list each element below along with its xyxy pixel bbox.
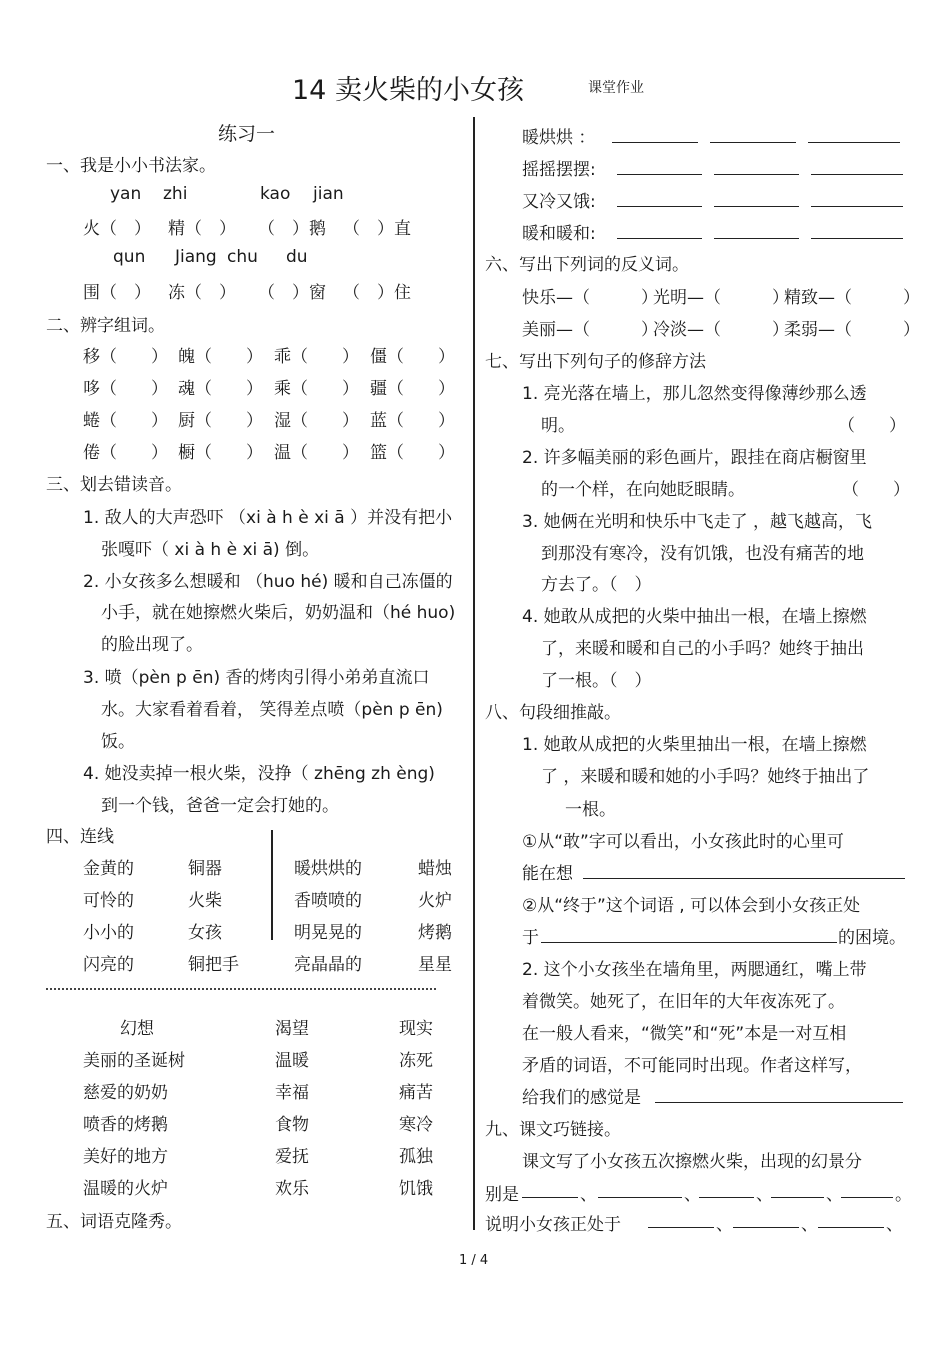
word-item: 蜷（ ）	[83, 411, 168, 431]
match-item: 蜡烛	[418, 859, 452, 879]
answer-line	[612, 142, 698, 143]
section-9-heading: 九、课文巧链接。	[485, 1120, 621, 1140]
answer-line	[617, 238, 702, 239]
text-line: 4. 她敢从成把的火柴中抽出一根，在墙上擦燃	[522, 607, 867, 627]
separator: 、	[580, 1185, 597, 1205]
text-line: 矛盾的词语，不可能同时出现。作者这样写，	[522, 1056, 862, 1076]
match-item: 渴望	[275, 1019, 309, 1039]
text-line: 1. 亮光落在墙上，那儿忽然变得像薄纱那么透	[522, 384, 867, 404]
text-line: 明。	[541, 416, 575, 436]
text-line: 能在想	[522, 864, 573, 884]
clone-label: 暖烘烘 ：	[522, 128, 596, 148]
match-item: 暖烘烘的	[294, 859, 362, 879]
match-item: 闪亮的	[83, 955, 134, 975]
antonym-item: 快乐—（ ）	[522, 288, 658, 308]
answer-line	[583, 878, 905, 879]
text-line: 方去了。（ ）	[541, 575, 652, 595]
separator: 、	[716, 1215, 733, 1235]
text-line: 3. 喷（pèn p ēn) 香的烤肉引得小弟弟直流口	[83, 668, 430, 688]
word-item: 魂（ ）	[178, 379, 263, 399]
antonym-item: 冷淡—（ ）	[653, 320, 789, 340]
text-line: 到那没有寒冷，没有饥饿，也没有痛苦的地	[541, 544, 864, 564]
write-item: （ ）住	[343, 283, 411, 303]
answer-line	[714, 174, 799, 175]
match-item: 食物	[275, 1115, 309, 1135]
write-item: （ ）窗	[258, 283, 326, 303]
text-line: 着微笑。她死了，在旧年的大年夜冻死了。	[522, 992, 845, 1012]
text-line: 2. 小女孩多么想暖和 （huo hé) 暖和自己冻僵的	[83, 572, 453, 592]
antonym-item: 美丽—（ ）	[522, 320, 658, 340]
exercise-title: 练习一	[218, 123, 276, 145]
section-4-heading: 四、连线	[46, 827, 114, 847]
match-item: 喷香的烤鹅	[83, 1115, 168, 1135]
page-subtitle: 课堂作业	[588, 80, 644, 96]
text-line: 说明小女孩正处于	[485, 1215, 621, 1235]
answer-line	[617, 174, 702, 175]
text-line: 了，来暖和暖和自己的小手吗？她终于抽出	[541, 639, 864, 659]
match-item: 火柴	[188, 891, 222, 911]
match-item: 慈爱的奶奶	[83, 1083, 168, 1103]
answer-line	[818, 1227, 884, 1228]
write-item: 围（ ）	[83, 283, 151, 303]
match-item: 火炉	[418, 891, 452, 911]
match-item: 美丽的圣诞树	[83, 1051, 185, 1071]
text-line: 4. 她没卖掉一根火柴，没挣（ zhēng zh èng)	[83, 764, 435, 784]
pinyin: qun	[113, 247, 146, 267]
answer-line	[699, 1197, 754, 1198]
section-5-heading: 五、词语克隆秀。	[46, 1212, 182, 1232]
word-item: 篮（ ）	[370, 443, 455, 463]
answer-line	[811, 174, 903, 175]
match-item: 铜器	[188, 859, 222, 879]
answer-line	[648, 1227, 714, 1228]
write-item: 冻（ ）	[168, 283, 236, 303]
match-item: 痛苦	[399, 1083, 433, 1103]
text-line: 到一个钱，爸爸一定会打她的。	[101, 796, 339, 816]
text-line: 别是	[485, 1185, 519, 1205]
text-line: 小手，就在她擦燃火柴后，奶奶温和（hé huo)	[101, 603, 456, 623]
column-divider	[473, 117, 475, 1230]
word-item: 乘（ ）	[274, 379, 359, 399]
match-item: 幸福	[275, 1083, 309, 1103]
answer-paren: （ ）	[838, 416, 906, 436]
antonym-item: 精致—（ ）	[784, 288, 920, 308]
answer-line	[655, 1102, 903, 1103]
separator: 、	[756, 1185, 773, 1205]
text-line: 了 ，来暖和暖和她的小手吗？她终于抽出了	[541, 767, 870, 787]
section-1-heading: 一、我是小小书法家。	[46, 156, 216, 176]
page-title: 14 卖火柴的小女孩	[292, 75, 524, 106]
text-line: 了一根。（ ）	[541, 671, 652, 691]
answer-line	[733, 1227, 799, 1228]
pinyin: zhi	[163, 184, 188, 204]
match-item: 爱抚	[275, 1147, 309, 1167]
answer-line	[771, 1197, 824, 1198]
section-3-heading: 三、划去错读音。	[46, 475, 182, 495]
text-line: 在一般人看来，“微笑”和“死”本是一对互相	[522, 1024, 847, 1044]
match-item: 温暖	[275, 1051, 309, 1071]
match-item: 现实	[399, 1019, 433, 1039]
answer-line	[811, 206, 903, 207]
answer-line	[541, 942, 837, 943]
section-2-heading: 二、辨字组词。	[46, 316, 165, 336]
page-number: 1 / 4	[459, 1253, 489, 1268]
text-line: 3. 她俩在光明和快乐中飞走了 ，越飞越高，飞	[522, 512, 873, 532]
text-line: 1. 敌人的大声恐吓 （xi à h è xi ā ）并没有把小	[83, 508, 453, 528]
match-item: 冻死	[399, 1051, 433, 1071]
word-item: 倦（ ）	[83, 443, 168, 463]
answer-line	[811, 238, 903, 239]
text-line: ①从“敢”字可以看出，小女孩此时的心里可	[522, 832, 844, 852]
match-item: 烤鹅	[418, 923, 452, 943]
match-item: 铜把手	[188, 955, 239, 975]
match-divider	[271, 830, 273, 940]
write-item: （ ）鹅	[258, 219, 326, 239]
write-item: （ ）直	[343, 219, 411, 239]
match-item: 饥饿	[399, 1179, 433, 1199]
word-item: 厨（ ）	[178, 411, 263, 431]
text-line: 2. 许多幅美丽的彩色画片，跟挂在商店橱窗里	[522, 448, 867, 468]
answer-line	[808, 142, 900, 143]
word-item: 蓝（ ）	[370, 411, 455, 431]
clone-label: 摇摇摆摆:	[522, 160, 596, 180]
text-line: 课文写了小女孩五次擦燃火柴，出现的幻景分	[522, 1152, 862, 1172]
period: 。	[895, 1185, 912, 1205]
separator: 、	[886, 1215, 903, 1235]
match-item: 幻想	[120, 1019, 154, 1039]
answer-paren: （ ）	[842, 480, 910, 500]
text-line: 于	[522, 928, 539, 948]
pinyin: kao	[260, 184, 291, 204]
match-item: 美好的地方	[83, 1147, 168, 1167]
answer-line	[714, 238, 799, 239]
match-item: 小小的	[83, 923, 134, 943]
match-item: 寒冷	[399, 1115, 433, 1135]
write-item: 精（ ）	[168, 219, 236, 239]
text-line: 1. 她敢从成把的火柴里抽出一根，在墙上擦燃	[522, 735, 867, 755]
text-line: 的脸出现了。	[101, 635, 203, 655]
text-line: 2. 这个小女孩坐在墙角里，两腮通红，嘴上带	[522, 960, 867, 980]
answer-line	[598, 1197, 682, 1198]
answer-line	[617, 206, 702, 207]
pinyin: Jiang	[175, 247, 217, 267]
text-line: ②从“终于”这个词语 , 可以体会到小女孩正处	[522, 896, 861, 916]
pinyin: jian	[313, 184, 344, 204]
match-item: 温暖的火炉	[83, 1179, 168, 1199]
section-7-heading: 七、写出下列句子的修辞方法	[485, 352, 706, 372]
answer-line	[714, 206, 799, 207]
separator: 、	[826, 1185, 843, 1205]
pinyin: chu	[227, 247, 258, 267]
text-line: 的一个样，在向她眨眼睛。	[541, 480, 745, 500]
match-item: 金黄的	[83, 859, 134, 879]
word-item: 湿（ ）	[274, 411, 359, 431]
match-item: 明晃晃的	[294, 923, 362, 943]
word-item: 橱（ ）	[178, 443, 263, 463]
match-item: 香喷喷的	[294, 891, 362, 911]
word-item: 哆（ ）	[83, 379, 168, 399]
text-line: 的困境。	[838, 928, 906, 948]
match-item: 星星	[418, 955, 452, 975]
match-item: 孤独	[399, 1147, 433, 1167]
word-item: 魄（ ）	[178, 347, 263, 367]
separator: 、	[684, 1185, 701, 1205]
text-line: 一根。	[565, 800, 616, 820]
word-item: 僵（ ）	[370, 347, 455, 367]
antonym-item: 柔弱—（ ）	[784, 320, 920, 340]
clone-label: 又冷又饿:	[522, 192, 596, 212]
pinyin: yan	[110, 184, 142, 204]
section-8-heading: 八、句段细推敲。	[485, 703, 621, 723]
answer-line	[710, 142, 796, 143]
pinyin: du	[286, 247, 308, 267]
match-item: 可怜的	[83, 891, 134, 911]
clone-label: 暖和暖和:	[522, 224, 596, 244]
match-item: 女孩	[188, 923, 222, 943]
match-item: 欢乐	[275, 1179, 309, 1199]
word-item: 移（ ）	[83, 347, 168, 367]
dotted-separator	[46, 988, 436, 990]
text-line: 给我们的感觉是	[522, 1088, 641, 1108]
section-6-heading: 六、写出下列词的反义词。	[485, 255, 689, 275]
text-line: 张嘎吓（ xi à h è xi ā) 倒。	[101, 540, 320, 560]
answer-line	[522, 1197, 578, 1198]
match-item: 亮晶晶的	[294, 955, 362, 975]
write-item: 火（ ）	[83, 219, 151, 239]
antonym-item: 光明—（ ）	[653, 288, 789, 308]
answer-line	[841, 1197, 893, 1198]
word-item: 温（ ）	[274, 443, 359, 463]
text-line: 水。大家看着看着， 笑得差点喷（pèn p ēn)	[101, 700, 443, 720]
word-item: 乖（ ）	[274, 347, 359, 367]
separator: 、	[801, 1215, 818, 1235]
text-line: 饭。	[101, 732, 135, 752]
word-item: 疆（ ）	[370, 379, 455, 399]
